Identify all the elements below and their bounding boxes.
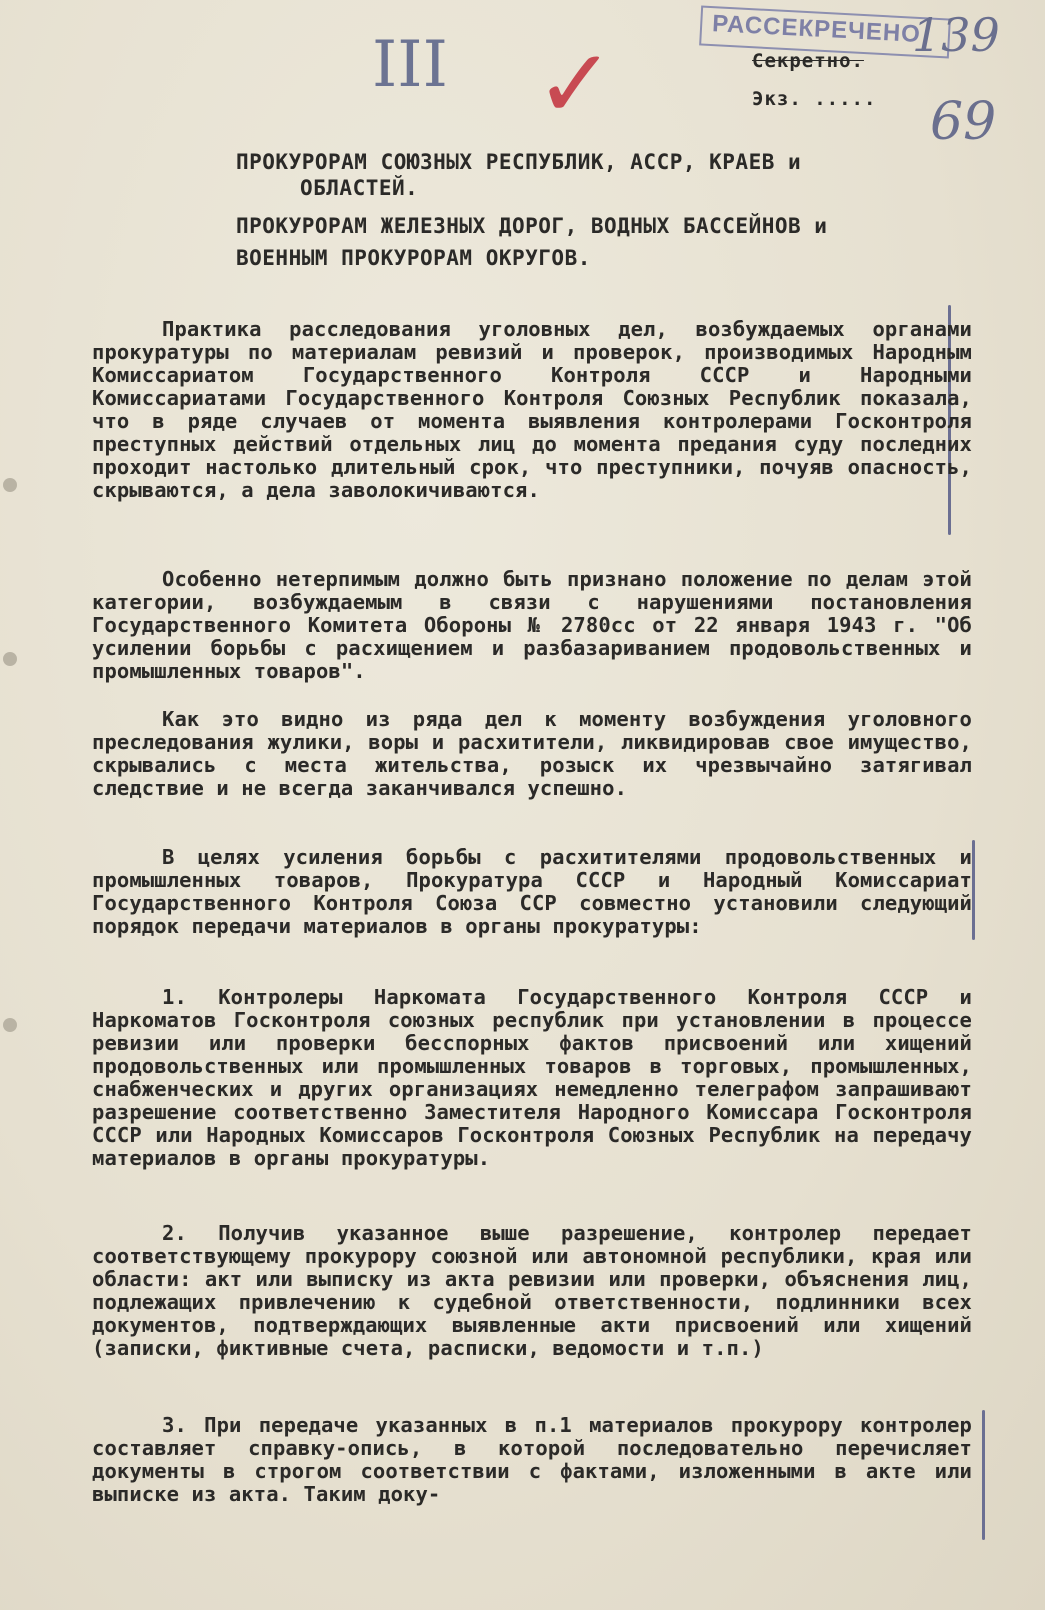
- margin-line: [972, 840, 975, 940]
- paragraph-2: Особенно нетерпимым должно быть признано положение по делам этой категории, возбуждаемым в связи с нарушениями постановления Государственного Комитета Обороны № 2780сс от 22 января 1943 г. "Об усилении борьбы с расхищением и разбазариванием продовольственных и промышленных товаров".: [92, 567, 972, 683]
- paragraph-4: В целях усиления борьбы с расхитителями продовольственных и промышленных товаров, Прокуратура СССР и Народный Комиссариат Государственного Контроля Союза ССР совместно установили следующий порядок передачи материалов в органы прокуратуры:: [92, 845, 972, 938]
- handwritten-side-number: 69: [930, 92, 997, 152]
- red-checkmark-icon: ✓: [535, 28, 616, 140]
- paragraph-6: 2. Получив указанное выше разрешение, контролер передает соответствующему прокурору союзной или автономной республики, края или области: акт или выписку из акта ревизии или проверки, объяснения лиц, подлежащих привлечению к судебной ответственности, подлинники всех документов, подтверждающих выявленные акти присвоений или хищений (записки, фиктивные счета, расписки, ведомости и т.п.): [92, 1221, 972, 1360]
- address-line-3: ПРОКУРОРАМ ЖЕЛЕЗНЫХ ДОРОГ, ВОДНЫХ БАССЕЙНОВ и: [236, 214, 828, 238]
- address-line-4: ВОЕННЫМ ПРОКУРОРАМ ОКРУГОВ.: [236, 246, 591, 270]
- margin-line: [982, 1410, 985, 1540]
- paragraph-3: Как это видно из ряда дел к моменту возбуждения уголовного преследования жулики, воры и расхитители, ликвидировав свое имущество, скрывались с места жительства, розыск их чрезвычайно затягивал следствие и не всегда заканчивался успешно.: [92, 707, 972, 800]
- paragraph-1: Практика расследования уголовных дел, возбуждаемых органами прокуратуры по материалам ревизий и проверок, производимых Народным Комиссариатом Государственного Контроля СССР и Народными Комиссариатами Государственного Контроля Союзных Республик показала, что в ряде случаев от момента выявления контролерами Госконтроля преступных действий отдельных лиц до момента предания суду последних проходит настолько длительный срок, что преступники, почуяв опасность, скрываются, а дела заволокичиваются.: [92, 317, 972, 502]
- secret-label: Секретно.: [752, 50, 864, 72]
- address-line-2: ОБЛАСТЕЙ.: [300, 176, 419, 200]
- copy-number-label: Экз. .....: [752, 88, 877, 110]
- punch-hole: [3, 478, 17, 492]
- punch-hole: [3, 652, 17, 666]
- handwritten-roman-numeral: III: [372, 28, 448, 102]
- handwritten-page-number: 139: [912, 8, 1000, 62]
- paragraph-7: 3. При передаче указанных в п.1 материалов прокурору контролер составляет справку-опись, в которой последовательно перечисляет документы в строгом соответствии с фактами, изложенными в акте или выписке из акта. Таким доку-: [92, 1413, 972, 1506]
- declassified-stamp: РАССЕКРЕЧЕНО: [699, 5, 951, 58]
- punch-hole: [3, 1018, 17, 1032]
- address-line-1: ПРОКУРОРАМ СОЮЗНЫХ РЕСПУБЛИК, АССР, КРАЕВ и: [236, 150, 802, 174]
- paragraph-5: 1. Контролеры Наркомата Государственного Контроля СССР и Наркоматов Госконтроля союзных республик при установлении в процессе ревизии или проверки бесспорных фактов присвоений или хищений продовольственных или промышленных товаров в торговых, промышленных, снабженческих и других организациях немедленно телеграфом запрашивают разрешение соответственно Заместителя Народного Комиссара Госконтроля СССР или Народных Комиссаров Госконтроля Союзных Республик на передачу материалов в органы прокуратуры.: [92, 985, 972, 1170]
